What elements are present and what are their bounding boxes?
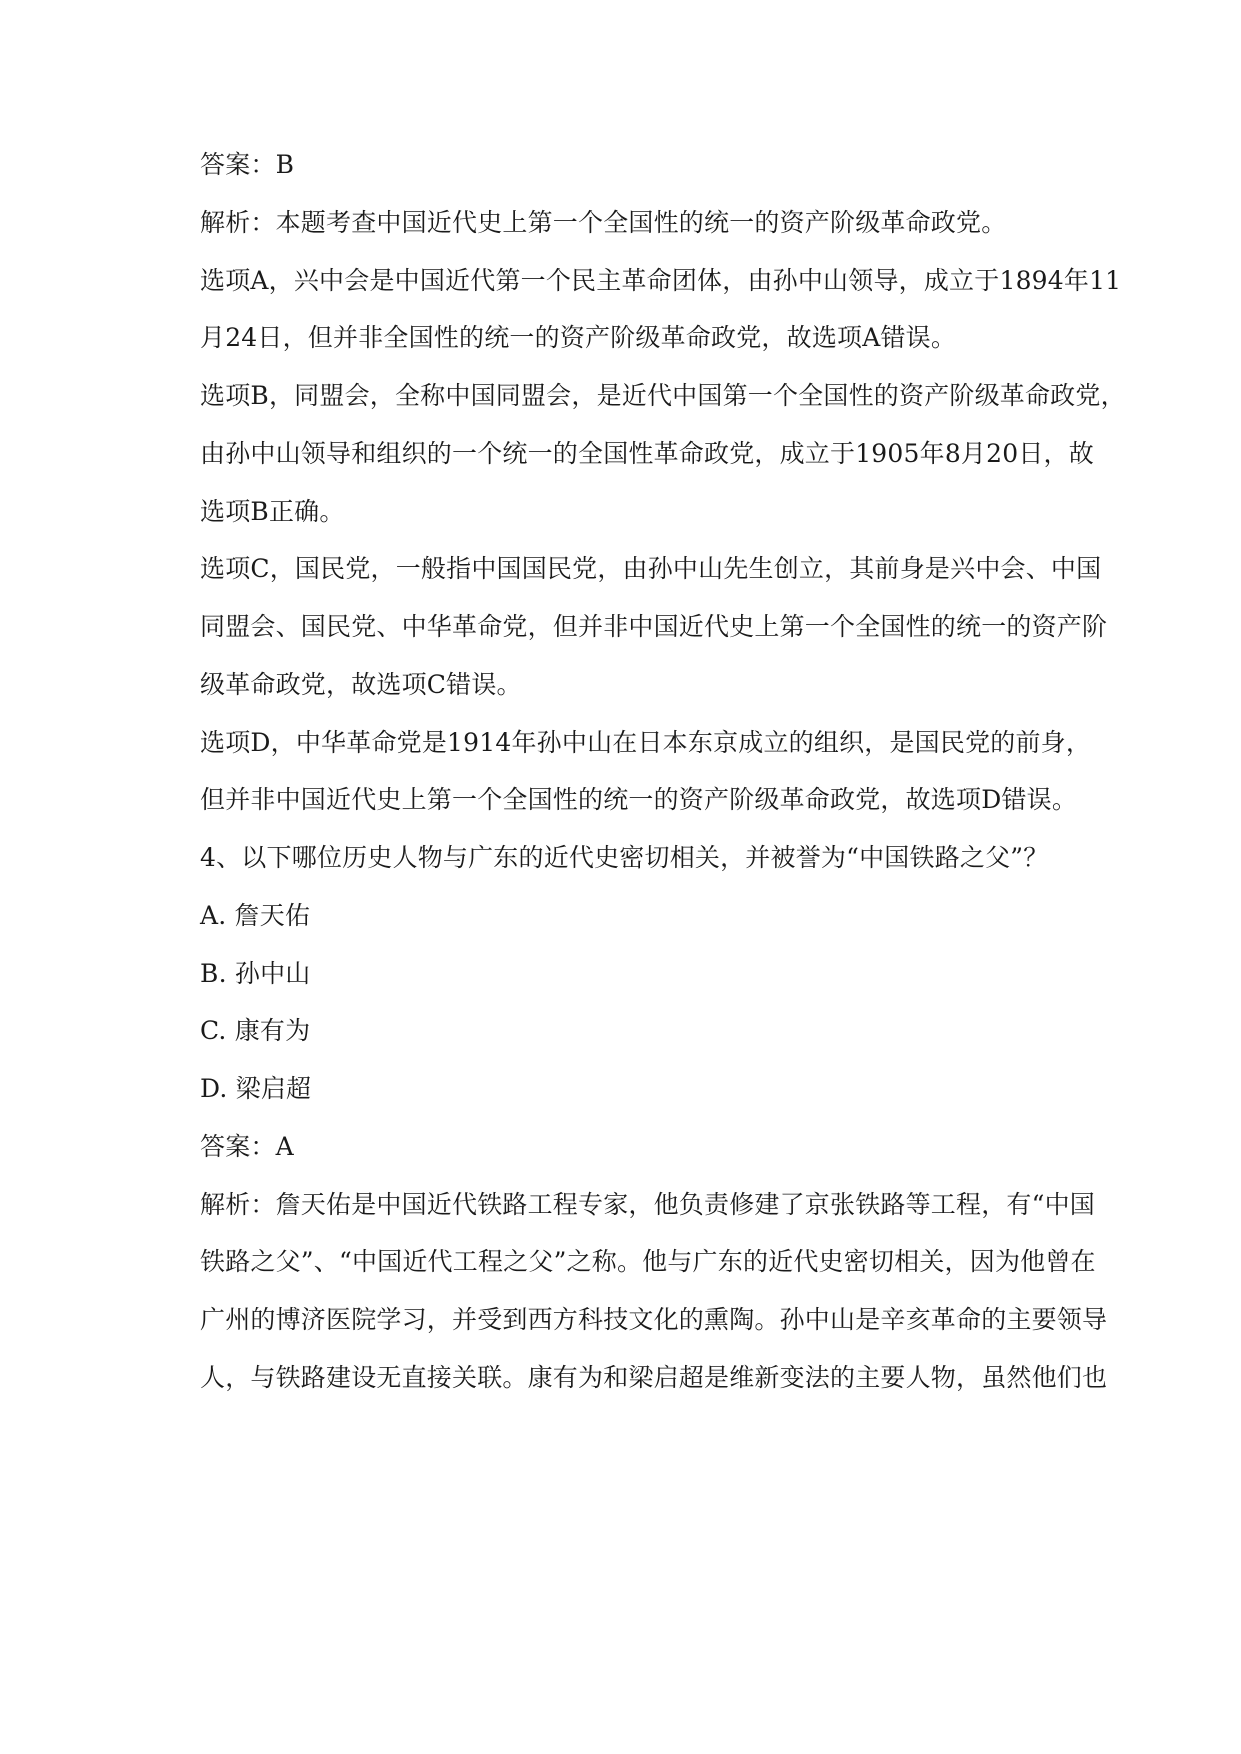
- option-b-explanation-line-1: 选项B，同盟会，全称中国同盟会，是近代中国第一个全国性的资产阶级革命政党，: [200, 381, 1126, 410]
- option-a-explanation-line-2: 月24日，但并非全国性的统一的资产阶级革命政党，故选项A错误。: [200, 323, 957, 352]
- question-4-option-b: B. 孙中山: [200, 959, 311, 988]
- option-d-explanation-line-2: 但并非中国近代史上第一个全国性的统一的资产阶级革命政党，故选项D错误。: [200, 785, 1078, 814]
- option-c-explanation-line-2: 同盟会、国民党、中华革命党，但并非中国近代史上第一个全国性的统一的资产阶: [200, 612, 1108, 641]
- analysis-line-q4-2: 铁路之父”、“中国近代工程之父”之称。他与广东的近代史密切相关，因为他曾在: [200, 1247, 1096, 1276]
- question-4: 4、以下哪位历史人物与广东的近代史密切相关，并被誉为“中国铁路之父”？: [200, 843, 1049, 872]
- question-4-option-d: D. 梁启超: [200, 1074, 312, 1103]
- analysis-line-q3: 解析：本题考查中国近代史上第一个全国性的统一的资产阶级革命政党。: [200, 208, 1007, 237]
- analysis-line-q4-1: 解析：詹天佑是中国近代铁路工程专家，他负责修建了京张铁路等工程，有“中国: [200, 1190, 1095, 1219]
- question-4-option-c: C. 康有为: [200, 1016, 311, 1045]
- question-4-option-a: A. 詹天佑: [200, 901, 311, 930]
- analysis-line-q4-4: 人，与铁路建设无直接关联。康有为和梁启超是维新变法的主要人物，虽然他们也: [200, 1363, 1108, 1392]
- answer-line-q3: 答案：B: [200, 150, 295, 179]
- option-c-explanation-line-3: 级革命政党，故选项C错误。: [200, 670, 522, 699]
- answer-line-q4: 答案：A: [200, 1132, 294, 1161]
- option-b-explanation-line-3: 选项B正确。: [200, 497, 345, 526]
- option-a-explanation-line-1: 选项A，兴中会是中国近代第一个民主革命团体，由孙中山领导，成立于1894年11: [200, 266, 1122, 295]
- option-d-explanation-line-1: 选项D，中华革命党是1914年孙中山在日本东京成立的组织，是国民党的前身，: [200, 728, 1092, 757]
- option-b-explanation-line-2: 由孙中山领导和组织的一个统一的全国性革命政党，成立于1905年8月20日，故: [200, 439, 1094, 468]
- option-c-explanation-line-1: 选项C，国民党，一般指中国国民党，由孙中山先生创立，其前身是兴中会、中国: [200, 554, 1102, 583]
- analysis-line-q4-3: 广州的博济医院学习，并受到西方科技文化的熏陶。孙中山是辛亥革命的主要领导: [200, 1305, 1108, 1334]
